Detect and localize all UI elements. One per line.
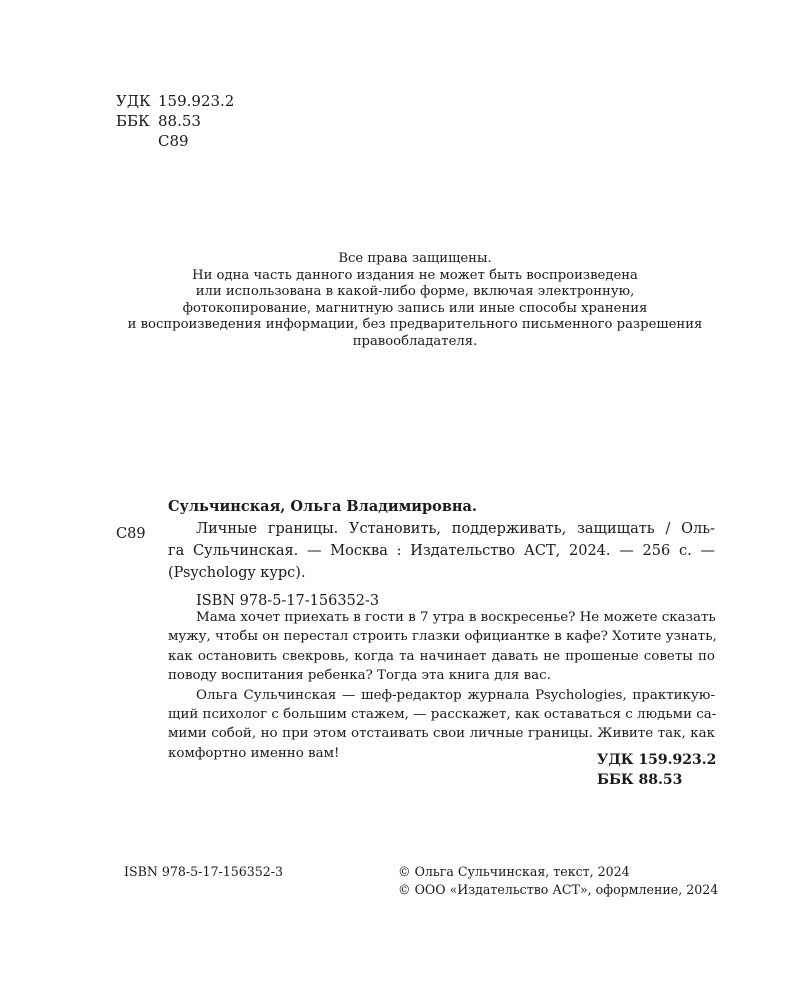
author-mark: С89 [158,132,189,150]
rights-line: Все права защищены. [338,251,492,266]
rights-line: или использована в какой-либо форме, включая электронную, [195,284,635,300]
annotation [168,608,715,763]
annotation-line: комфортно именно вам! [168,745,340,761]
bbk-bottom: ББК 88.53 [597,771,683,788]
udk-bottom: УДК 159.923.2 [597,752,717,768]
annotation-line: мужу, чтобы он перестал строить глазки официантке в кафе? Хотите узнать, [168,629,717,645]
udk-value: 159.923.2 [158,92,235,110]
annotation-line: поводу воспитания ребенка? Тогда эта книга для вас. [168,668,551,684]
udk-label: УДК [116,92,151,110]
catalog-code: С89 [116,526,146,542]
bbk-row [116,111,201,131]
rights-line: фотокопирование, магнитную запись или иные способы хранения [182,300,648,316]
footer-isbn: ISBN 978-5-17-156352-3 [124,864,284,879]
catalog-description-line: (Psychology курс). [168,565,306,581]
catalog-author: Сульчинская, Ольга Владимировна. [168,498,477,515]
annotation-line: Мама хочет приехать в гости в 7 утра в воскресенье? Не можете сказать [196,610,716,625]
copyright-design: © ООО «Издательство АСТ», оформление, 2024 [398,882,719,897]
author-mark-row [116,131,189,151]
rights-notice [100,251,730,351]
udk-row [116,91,234,111]
annotation-line: как остановить свекровь, когда та начинает давать не прошеные советы по [168,648,715,664]
footer-copyright [398,863,718,899]
copyright-text: © Ольга Сульчинская, текст, 2024 [398,864,630,879]
catalog-description-line: Личные границы. Установить, поддерживать, защищать / Оль- [196,521,715,537]
annotation-line: щий психолог с большим стажем, — расскажет, как оставаться с людьми са- [168,707,717,723]
catalog-isbn: ISBN 978-5-17-156352-3 [196,593,380,609]
rights-line: и воспроизведения информации, без предварительного письменного разрешения [127,317,703,333]
bbk-label: ББК [116,112,150,130]
rights-line: Ни одна часть данного издания не может быть воспроизведена [192,267,638,283]
bbk-value: 88.53 [158,112,201,130]
annotation-line: Ольга Сульчинская — шеф-редактор журнала Psychologies, практикую- [196,687,715,703]
catalog-codes-bottom [597,751,716,790]
catalog-card [168,496,715,612]
catalog-description-line: га Сульчинская. — Москва : Издательство АСТ, 2024. — 256 с. — [168,543,715,559]
rights-line: правообладателя. [352,333,478,349]
annotation-line: мими собой, но при этом отстаивать свои личные границы. Живите так, как [168,726,715,742]
